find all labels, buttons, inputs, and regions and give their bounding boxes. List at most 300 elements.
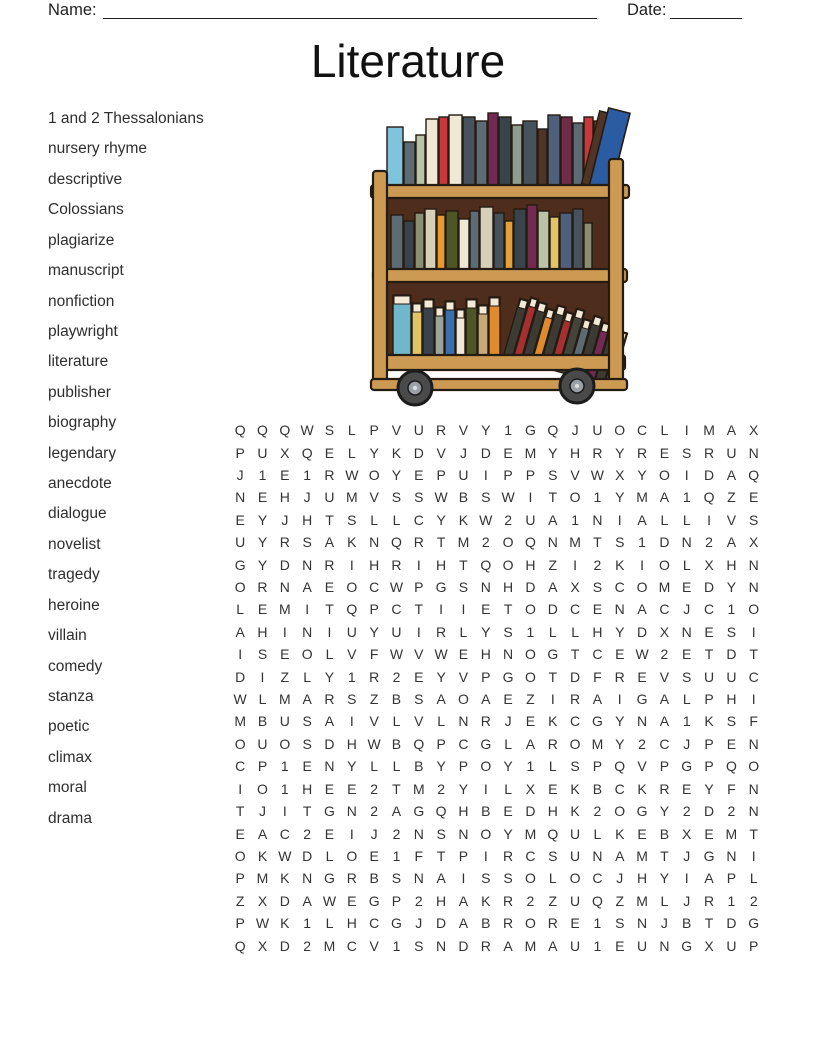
grid-letter: C [369,915,380,932]
grid-letter: H [458,803,469,820]
grid-letter: P [704,691,714,708]
grid-letter: Q [480,556,492,573]
word-list-item: comedy [48,657,103,675]
grid-letter: F [369,646,379,663]
grid-letter: R [257,579,268,596]
grid-letter: E [749,489,759,506]
grid-letter: O [480,758,492,775]
grid-letter: B [481,915,491,932]
grid-letter: E [481,601,491,618]
grid-letter: Q [234,422,246,439]
grid-letter: W [479,511,493,528]
grid-letter: P [235,915,245,932]
grid-letter: G [547,646,559,663]
grid-letter: 1 [727,892,736,909]
grid-letter: 1 [682,489,691,506]
grid-letter: I [327,623,332,640]
grid-letter: T [325,601,334,618]
grid-letter: Y [615,735,625,752]
grid-letter: Y [347,758,357,775]
grid-letter: C [391,601,402,618]
grid-letter: V [637,758,647,775]
grid-letter: N [369,534,380,551]
word-list-item: drama [48,809,92,827]
grid-letter: L [548,623,557,640]
grid-letter: K [615,825,625,842]
grid-letter: V [726,511,737,528]
grid-letter: L [303,668,312,685]
grid-letter: O [502,556,514,573]
grid-letter: 1 [347,668,356,685]
grid-letter: W [345,467,359,484]
grid-letter: N [480,579,491,596]
grid-letter: J [370,825,378,842]
grid-letter: L [325,646,334,663]
grid-letter: M [636,847,648,864]
grid-letter: W [255,915,270,932]
grid-letter: C [369,579,380,596]
grid-letter: S [615,915,625,932]
grid-letter: L [392,511,401,528]
grid-letter: R [279,534,290,551]
grid-letter: T [503,601,513,618]
grid-letter: H [637,870,648,887]
grid-letter: G [413,803,425,820]
grid-letter: 1 [526,758,535,775]
grid-letter: M [278,601,291,618]
grid-letter: C [614,579,625,596]
grid-letter: O [234,847,246,864]
word-list-item: descriptive [48,170,123,188]
grid-letter: C [413,511,424,528]
grid-letter: C [570,713,581,730]
grid-letter: N [279,579,290,596]
grid-letter: G [502,668,514,685]
grid-letter: L [325,847,334,864]
grid-letter: B [592,780,603,797]
grid-letter: Y [659,803,670,820]
grid-letter: I [416,623,421,640]
grid-letter: K [548,713,558,730]
grid-letter: H [592,623,603,640]
grid-letter: 1 [571,511,579,528]
grid-letter: K [257,847,268,864]
grid-letter: I [349,556,354,573]
grid-letter: 2 [370,803,379,820]
grid-letter: S [570,758,580,775]
grid-letter: I [483,847,488,864]
grid-letter: K [458,511,469,528]
grid-letter: I [349,825,354,842]
word-list-item: heroine [48,596,100,614]
grid-letter: 1 [504,422,512,439]
grid-letter: A [458,892,469,909]
grid-letter: L [660,511,669,528]
grid-letter: M [345,489,358,506]
grid-letter: T [749,825,758,842]
grid-letter: E [324,444,335,461]
grid-letter: L [548,870,557,887]
grid-letter: C [659,735,670,752]
grid-letter: S [548,847,558,864]
grid-letter: G [636,803,648,820]
grid-letter: Y [615,713,625,730]
grid-letter: 1 [280,758,289,775]
grid-letter: 1 [526,623,535,640]
grid-letter: K [637,780,647,797]
grid-letter: I [461,870,466,887]
grid-letter: S [503,623,513,640]
grid-letter: E [414,467,424,484]
grid-letter: T [704,915,714,932]
grid-letter: O [748,601,760,618]
grid-letter: A [637,601,647,618]
grid-letter: Y [257,556,268,573]
grid-letter: G [368,892,380,909]
word-list-item: dialogue [48,505,107,523]
grid-letter: 1 [682,713,691,730]
grid-letter: R [592,444,603,461]
grid-letter: I [751,623,756,640]
grid-letter: R [413,534,424,551]
grid-letter: L [459,623,468,640]
grid-letter: O [480,825,492,842]
grid-letter: I [416,556,421,573]
grid-letter: I [282,803,287,820]
grid-letter: U [235,534,246,551]
grid-letter: Y [704,780,714,797]
grid-letter: O [748,758,760,775]
grid-letter: E [682,780,692,797]
grid-letter: E [235,825,245,842]
grid-letter: E [637,825,647,842]
grid-letter: D [458,937,469,954]
grid-letter: Q [524,534,536,551]
grid-letter: S [682,668,692,685]
grid-letter: P [369,422,379,439]
grid-letter: F [749,713,758,730]
grid-letter: I [640,556,645,573]
grid-letter: U [703,668,715,685]
grid-letter: M [256,870,269,887]
grid-letter: S [302,713,312,730]
grid-letter: Q [413,735,425,752]
grid-letter: N [637,713,648,730]
grid-letter: G [703,847,715,864]
grid-letter: N [748,735,759,752]
grid-letter: O [569,489,581,506]
grid-letter: W [389,579,404,596]
grid-letter: J [683,892,691,909]
grid-letter: N [681,623,692,640]
grid-letter: P [235,870,245,887]
grid-letter: N [614,601,625,618]
grid-letter: A [659,691,670,708]
grid-letter: E [347,780,357,797]
grid-letter: 2 [727,803,736,820]
date-label: Date: [627,1,667,19]
grid-letter: O [257,780,268,797]
grid-letter: N [302,556,313,573]
grid-letter: I [617,691,622,708]
grid-letter: A [391,803,402,820]
grid-letter: P [436,735,446,752]
grid-letter: G [748,915,760,932]
grid-letter: P [257,758,268,775]
grid-letter: 2 [638,735,646,752]
grid-letter: R [324,691,335,708]
grid-letter: O [234,735,246,752]
grid-letter: N [346,803,357,820]
word-list-item: legendary [48,444,117,462]
grid-letter: L [749,870,758,887]
grid-letter: E [525,713,536,730]
grid-letter: I [260,668,265,685]
grid-letter: Y [481,422,491,439]
grid-letter: Q [257,422,268,439]
grid-letter: O [569,870,581,887]
grid-letter: T [660,847,669,864]
grid-letter: J [504,713,512,730]
grid-letter: B [659,825,670,842]
grid-letter: X [615,467,625,484]
grid-letter: Y [615,444,625,461]
grid-letter: L [682,511,691,528]
grid-letter: V [414,646,424,663]
grid-letter: Y [615,489,625,506]
grid-letter: O [279,735,291,752]
grid-letter: F [593,668,602,685]
grid-letter: X [749,422,759,439]
grid-letter: P [391,892,402,909]
grid-letter: S [347,691,357,708]
grid-letter: J [660,915,668,932]
grid-letter: E [324,579,335,596]
grid-letter: D [324,735,335,752]
grid-letter: L [437,713,446,730]
grid-letter: E [682,579,692,596]
grid-letter: S [615,534,625,551]
grid-letter: U [592,422,603,439]
grid-letter: A [324,534,335,551]
grid-letter: M [457,534,470,551]
grid-letter: Y [726,579,737,596]
grid-letter: M [524,937,537,954]
word-list-item: Colossians [48,201,124,219]
grid-letter: G [681,937,693,954]
grid-letter: H [525,556,536,573]
grid-letter: L [258,691,267,708]
grid-letter: E [302,758,312,775]
grid-letter: Y [436,668,446,685]
grid-letter: K [280,915,290,932]
grid-letter: E [503,803,513,820]
grid-letter: X [704,556,714,573]
grid-letter: E [280,646,290,663]
grid-letter: U [570,825,581,842]
grid-letter: Z [526,691,535,708]
grid-letter: V [369,713,379,730]
grid-letter: Z [727,489,736,506]
grid-letter: C [748,668,759,685]
grid-letter: R [703,444,715,461]
grid-letter: Q [703,489,715,506]
grid-letter: T [325,511,334,528]
grid-letter: 2 [303,825,312,842]
grid-letter: Z [548,556,558,573]
grid-letter: I [349,713,354,730]
grid-letter: L [392,758,401,775]
grid-letter: C [659,601,670,618]
grid-letter: J [281,511,289,528]
grid-letter: T [548,489,558,506]
grid-letter: H [547,803,558,820]
grid-letter: V [570,467,580,484]
grid-letter: N [748,444,759,461]
grid-letter: J [571,422,579,439]
grid-letter: M [703,422,715,439]
grid-letter: D [235,668,246,685]
grid-letter: V [436,444,446,461]
grid-letter: O [524,668,536,685]
grid-letter: R [324,467,335,484]
grid-letter: A [302,892,312,909]
grid-letter: Y [391,467,402,484]
grid-letter: K [615,556,625,573]
grid-letter: Q [614,758,626,775]
grid-letter: S [257,646,268,663]
grid-letter: A [548,937,558,954]
grid-letter: V [458,422,469,439]
grid-letter: R [346,870,357,887]
grid-letter: S [548,467,558,484]
grid-letter: W [635,646,649,663]
word-list-item: plagiarize [48,231,115,249]
word-list-item: anecdote [48,475,112,493]
grid-letter: O [301,646,313,663]
grid-letter: 2 [526,892,535,909]
grid-letter: D [703,467,715,484]
grid-letter: I [305,601,310,618]
grid-letter: E [369,847,379,864]
grid-letter: W [389,646,404,663]
grid-letter: M [569,534,581,551]
grid-letter: O [614,803,626,820]
grid-letter: X [280,444,290,461]
grid-letter: A [481,691,491,708]
grid-letter: O [458,691,469,708]
grid-letter: E [235,511,245,528]
grid-letter: A [726,422,737,439]
word-list [48,104,204,834]
name-line [103,0,597,19]
grid-letter: E [257,601,268,618]
grid-letter: B [458,489,469,506]
word-list-item: manuscript [48,262,124,280]
grid-letter: I [751,691,756,708]
grid-letter: T [570,646,580,663]
grid-letter: J [303,489,311,506]
grid-letter: I [751,847,756,864]
grid-letter: B [481,803,491,820]
grid-letter: A [458,915,469,932]
grid-letter: M [524,825,537,842]
grid-letter: O [658,467,670,484]
grid-letter: T [548,668,558,685]
grid-letter: F [414,847,424,864]
word-list-item: literature [48,353,109,371]
grid-letter: Q [301,444,313,461]
grid-letter: D [302,847,313,864]
word-list-item: playwright [48,322,118,340]
grid-letter: S [414,691,424,708]
grid-letter: L [682,556,691,573]
grid-letter: I [617,511,622,528]
grid-letter: P [369,601,379,618]
grid-letter: S [682,444,692,461]
grid-letter: T [459,556,468,573]
grid-letter: B [391,691,402,708]
grid-letter: A [503,937,513,954]
grid-letter: A [302,579,312,596]
grid-letter: L [660,892,669,909]
grid-letter: I [573,556,578,573]
grid-letter: Y [503,758,513,775]
word-search-grid [229,419,765,957]
grid-letter: O [502,534,514,551]
grid-letter: W [233,691,247,708]
grid-letter: R [659,780,670,797]
grid-letter: S [436,825,446,842]
grid-letter: N [748,556,759,573]
grid-letter: V [369,489,379,506]
grid-letter: N [748,803,759,820]
grid-letter: R [324,556,335,573]
grid-letter: V [458,668,469,685]
grid-letter: N [413,870,424,887]
grid-letter: A [615,847,625,864]
grid-letter: 1 [280,780,289,797]
grid-letter: Y [659,870,670,887]
grid-letter: H [726,691,737,708]
grid-letter: M [591,735,604,752]
grid-letter: I [550,691,555,708]
grid-letter: N [637,915,648,932]
grid-letter: O [346,579,358,596]
grid-letter: I [684,422,689,439]
grid-letter: L [504,735,512,752]
grid-letter: W [300,422,314,439]
grid-letter: X [749,534,759,551]
grid-letter: L [347,444,356,461]
grid-letter: R [570,691,581,708]
grid-letter: P [726,870,737,887]
word-list-item: villain [48,627,87,645]
grid-letter: S [414,489,424,506]
grid-letter: 2 [593,803,602,820]
word-list-item: publisher [48,383,111,401]
grid-letter: E [503,444,513,461]
grid-letter: R [703,892,715,909]
grid-letter: K [391,444,402,461]
grid-letter: L [571,623,579,640]
grid-letter: 2 [392,668,401,685]
grid-letter: V [391,422,402,439]
grid-letter: U [279,713,290,730]
grid-letter: I [707,511,711,528]
grid-letter: K [570,780,580,797]
grid-letter: N [547,534,558,551]
